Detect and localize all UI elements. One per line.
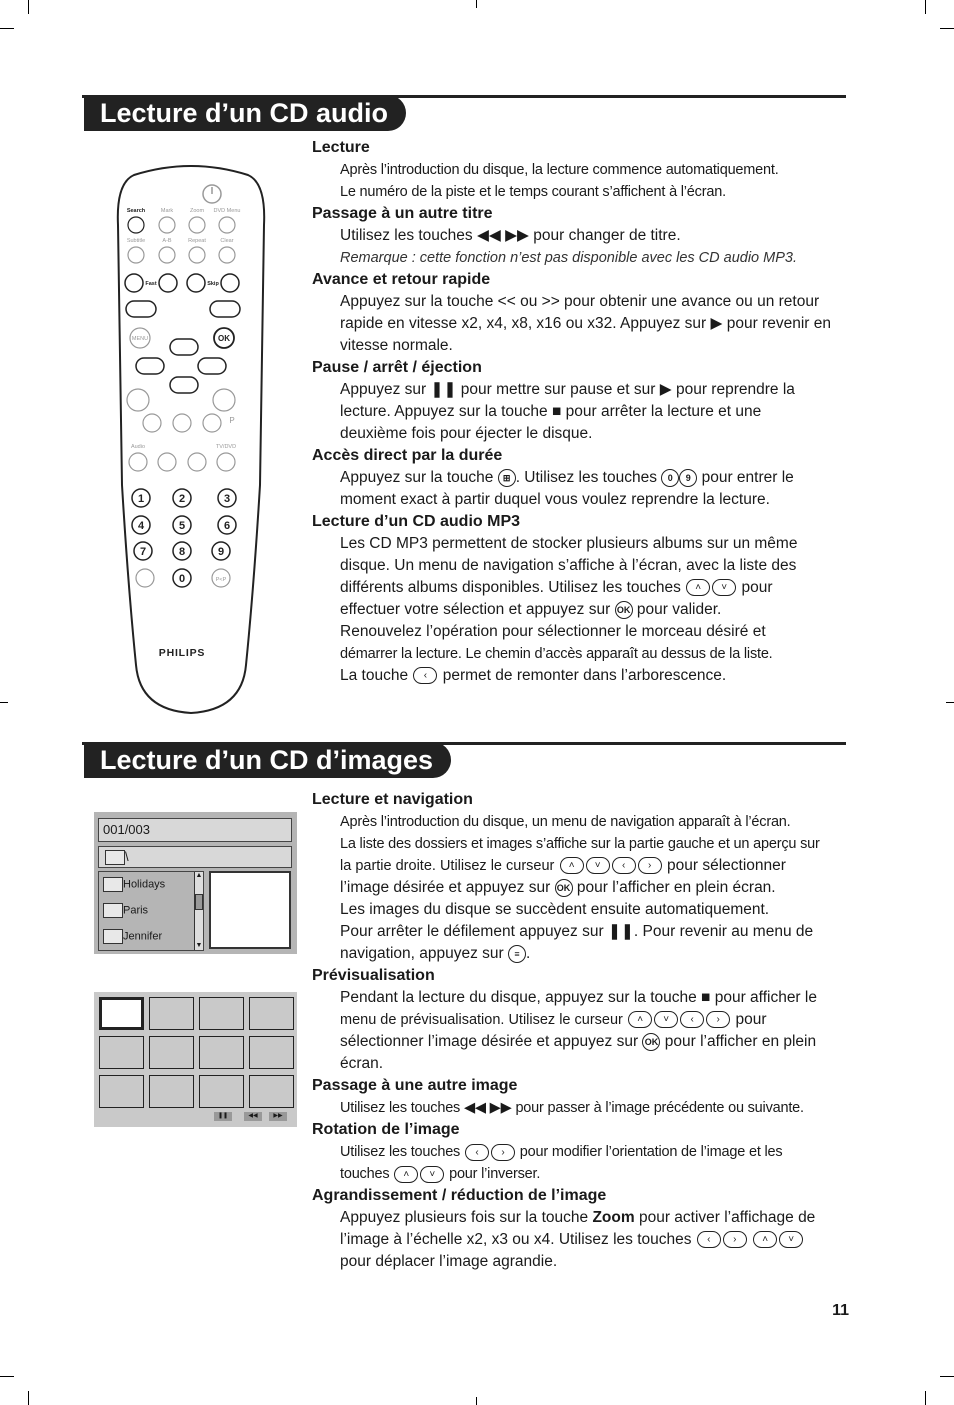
paragraph: pour déplacer l’image agrandie. — [340, 1253, 558, 1270]
svg-text:PHILIPS: PHILIPS — [158, 647, 206, 659]
text: touches — [340, 1166, 390, 1182]
svg-text:9: 9 — [217, 546, 225, 558]
svg-text:Repeat: Repeat — [188, 238, 206, 244]
paragraph: Appuyez sur ❚❚ pour mettre sur pause et sur ▶ pour reprendre la — [340, 381, 795, 398]
navigation-menu-illustration — [94, 812, 297, 954]
thumbnail[interactable] — [149, 1036, 194, 1069]
zoom-key-label: Zoom — [592, 1209, 635, 1226]
up-key-icon: ˄ — [560, 857, 584, 874]
paragraph: Après l’introduction du disque, la lecture commence automatiquement. — [340, 162, 779, 178]
svg-text:Search: Search — [126, 208, 146, 214]
heading-mp3: Lecture d’un CD audio MP3 — [312, 513, 521, 530]
folder-icon — [103, 929, 123, 944]
text: pour passer à l’image précédente ou suivante. — [515, 1100, 804, 1116]
up-key-icon: ˄ — [686, 579, 710, 596]
text: permet de remonter dans l’arborescence. — [442, 667, 727, 684]
text: pour sélectionner — [667, 857, 786, 874]
rewind-icon: ◀◀ — [244, 1112, 262, 1121]
svg-text:8: 8 — [178, 546, 186, 558]
paragraph: disque. Un menu de navigation s’affiche à l’écran, avec la liste des — [340, 557, 797, 574]
heading-autre-image: Passage à une autre image — [312, 1077, 518, 1094]
folder-icon — [105, 850, 125, 865]
svg-text:Subtitle: Subtitle — [126, 238, 146, 244]
svg-text:TV/DVD: TV/DVD — [215, 444, 237, 450]
svg-text:MENU: MENU — [131, 336, 149, 342]
svg-text:7: 7 — [139, 546, 147, 558]
counter-box — [98, 818, 292, 842]
prev-next-icon: ◀◀ ▶▶ — [476, 227, 529, 244]
svg-text:P<P: P<P — [215, 577, 227, 583]
up-key-icon: ˄ — [394, 1166, 418, 1183]
prev-next-icon: ◀◀ ▶▶ — [463, 1100, 512, 1116]
text: pour activer l’affichage de — [638, 1209, 816, 1226]
right-key-icon: › — [638, 857, 662, 874]
images-text-column — [312, 789, 857, 1273]
svg-text:2: 2 — [178, 493, 186, 505]
left-key-icon: ‹ — [612, 857, 636, 874]
svg-text:5: 5 — [178, 520, 186, 532]
svg-text:Mark: Mark — [160, 208, 174, 214]
heading-pause: Pause / arrêt / éjection — [312, 359, 482, 376]
ok-key-icon: OK — [555, 879, 573, 897]
preview-pane — [209, 871, 291, 949]
paragraph: La liste des dossiers et images s’affiche sur la partie gauche et un aperçu sur — [340, 836, 820, 852]
path-box — [98, 846, 292, 868]
thumbnail[interactable] — [249, 997, 294, 1030]
thumbnail[interactable] — [149, 997, 194, 1030]
svg-text:DVD Menu: DVD Menu — [213, 208, 241, 214]
crop-mark — [0, 1376, 14, 1377]
text: pour changer de titre. — [533, 227, 681, 244]
paragraph: écran. — [340, 1055, 384, 1072]
thumbnail[interactable] — [249, 1075, 294, 1108]
heading-rotation: Rotation de l’image — [312, 1121, 460, 1138]
text: pour l’afficher en plein écran. — [576, 879, 776, 896]
counter: 001/003 — [103, 822, 150, 837]
down-key-icon: ˅ — [779, 1231, 803, 1248]
svg-text:Zoom: Zoom — [189, 208, 205, 214]
text: Appuyez plusieurs fois sur la touche — [340, 1209, 589, 1226]
crop-mark — [946, 702, 954, 703]
crop-mark — [940, 1376, 954, 1377]
text: pour modifier l’orientation de l’image et les — [519, 1144, 783, 1160]
section-title-images: Lecture d’un CD d’images — [84, 742, 451, 778]
thumbnail[interactable] — [199, 1075, 244, 1108]
paragraph: Les images du disque se succèdent ensuite automatiquement. — [340, 901, 770, 918]
svg-text:P: P — [229, 416, 235, 425]
folder-name: Paris — [123, 904, 149, 917]
text: pour — [735, 1011, 767, 1028]
section-title-audio: Lecture d’un CD audio — [84, 95, 406, 131]
paragraph — [312, 1009, 857, 1031]
paragraph: Renouvelez l’opération pour sélectionner le morceau désiré et — [340, 623, 766, 640]
thumbnail[interactable] — [199, 1036, 244, 1069]
page-number: 11 — [832, 1302, 849, 1319]
heading-previsualisation: Prévisualisation — [312, 967, 435, 984]
crop-mark — [0, 702, 8, 703]
paragraph: Le numéro de la piste et le temps courant s’affichent à l’écran. — [340, 184, 726, 200]
note: Remarque : cette fonction n’est pas disponible avec les CD audio MP3. — [340, 250, 797, 266]
left-key-icon: ‹ — [465, 1144, 489, 1161]
paragraph — [312, 1141, 857, 1163]
paragraph — [312, 1207, 857, 1229]
paragraph — [312, 1031, 857, 1053]
forward-icon: ▶▶ — [269, 1112, 287, 1121]
paragraph — [312, 577, 857, 599]
svg-text:4: 4 — [137, 520, 145, 532]
crop-mark — [925, 1391, 926, 1405]
list-item[interactable] — [103, 929, 162, 944]
heading-avance: Avance et retour rapide — [312, 271, 491, 288]
scrollbar[interactable] — [194, 872, 203, 950]
scroll-up-icon: ▲ — [195, 872, 203, 879]
paragraph — [312, 1229, 857, 1251]
paragraph: Pour arrêter le défilement appuyez sur ❚❚. Pour revenir au menu de — [340, 923, 814, 940]
folder-icon — [103, 877, 123, 892]
left-key-icon: ‹ — [697, 1231, 721, 1248]
crop-mark — [940, 28, 954, 29]
paragraph — [312, 1097, 857, 1119]
scroll-thumb[interactable] — [195, 894, 203, 910]
paragraph: deuxième fois pour éjecter le disque. — [340, 425, 593, 442]
heading-acces: Accès direct par la durée — [312, 447, 503, 464]
heading-lecture: Lecture — [312, 139, 370, 156]
paragraph: Les CD MP3 permettent de stocker plusieurs albums sur un même — [340, 535, 798, 552]
ok-key-icon: OK — [642, 1033, 660, 1051]
crop-mark — [925, 0, 926, 14]
folder-list — [98, 871, 204, 951]
preview-grid-illustration — [94, 992, 297, 1127]
paragraph: Appuyez sur la touche << ou >> pour obtenir une avance ou un retour — [340, 293, 820, 310]
svg-text:OK: OK — [218, 334, 230, 343]
heading-zoom: Agrandissement / réduction de l’image — [312, 1187, 607, 1204]
paragraph — [312, 599, 857, 621]
svg-text:3: 3 — [223, 493, 231, 505]
digit-nine-icon: 9 — [679, 469, 697, 487]
paragraph — [312, 877, 857, 899]
svg-text:Skip: Skip — [207, 281, 219, 287]
text: la partie droite. Utilisez le curseur — [340, 858, 555, 874]
paragraph — [312, 665, 857, 687]
thumbnail[interactable] — [199, 997, 244, 1030]
crop-mark — [28, 1391, 29, 1405]
left-key-icon: ‹ — [413, 667, 437, 684]
thumbnail[interactable] — [249, 1036, 294, 1069]
paragraph: rapide en vitesse x2, x4, x8, x16 ou x32. Appuyez sur ▶ pour revenir en — [340, 315, 831, 332]
text: Utilisez les touches — [340, 1144, 461, 1160]
text: La touche — [340, 667, 409, 684]
up-key-icon: ˄ — [628, 1011, 652, 1028]
crop-mark — [0, 28, 14, 29]
paragraph: Pendant la lecture du disque, appuyez sur la touche ■ pour afficher le — [340, 989, 817, 1006]
left-key-icon: ‹ — [680, 1011, 704, 1028]
folder-name: Jennifer — [123, 930, 163, 943]
svg-text:Audio: Audio — [130, 444, 146, 450]
audio-text-column — [312, 137, 857, 687]
list-item[interactable] — [103, 903, 148, 918]
svg-text:Fast: Fast — [145, 281, 157, 287]
down-key-icon: ˅ — [420, 1166, 444, 1183]
heading-navigation: Lecture et navigation — [312, 791, 473, 808]
text: l’image à l’échelle x2, x3 ou x4. Utilisez les touches — [340, 1231, 692, 1248]
up-key-icon: ˄ — [753, 1231, 777, 1248]
thumbnail[interactable] — [149, 1075, 194, 1108]
scroll-down-icon: ▼ — [195, 942, 203, 949]
thumbnail[interactable] — [99, 1075, 144, 1108]
paragraph — [312, 943, 857, 965]
svg-text:A-B: A-B — [162, 238, 172, 244]
down-key-icon: ˅ — [654, 1011, 678, 1028]
text: pour l’inverser. — [449, 1166, 541, 1182]
down-key-icon: ˅ — [712, 579, 736, 596]
text: l’image désirée et appuyez sur — [340, 879, 551, 896]
thumbnail[interactable] — [99, 1036, 144, 1069]
paragraph — [312, 467, 857, 489]
path: \ — [125, 849, 129, 864]
paragraph — [312, 225, 857, 247]
crop-mark — [476, 0, 477, 8]
list-item[interactable] — [103, 877, 165, 892]
svg-text:6: 6 — [223, 520, 231, 532]
heading-passage-titre: Passage à un autre titre — [312, 205, 493, 222]
remote-control-illustration — [114, 165, 268, 715]
svg-text:1: 1 — [137, 493, 145, 505]
text: Utilisez les touches — [340, 227, 473, 244]
paragraph: vitesse normale. — [340, 337, 453, 354]
crop-mark — [476, 1397, 477, 1405]
right-key-icon: › — [723, 1231, 747, 1248]
text: . Utilisez les touches — [515, 469, 657, 486]
folder-name: Holidays — [123, 878, 166, 891]
search-key-icon: ⊞ — [498, 469, 516, 487]
down-key-icon: ˅ — [586, 857, 610, 874]
text: navigation, appuyez sur — [340, 945, 504, 962]
paragraph: Après l’introduction du disque, un menu de navigation apparaît à l’écran. — [340, 814, 791, 830]
thumbnail-selected[interactable] — [99, 997, 144, 1030]
svg-text:0: 0 — [178, 573, 186, 585]
svg-text:Clear: Clear — [220, 238, 234, 244]
paragraph — [312, 1163, 857, 1185]
paragraph — [312, 855, 857, 877]
ok-key-icon: OK — [615, 601, 633, 619]
text: menu de prévisualisation. Utilisez le curseur — [340, 1012, 623, 1028]
text: pour valider. — [636, 601, 722, 618]
text: différents albums disponibles. Utilisez les touches — [340, 579, 681, 596]
pause-icon: ❚❚ — [214, 1112, 232, 1121]
text: pour — [741, 579, 773, 596]
right-key-icon: › — [706, 1011, 730, 1028]
paragraph: moment exact à partir duquel vous voulez reprendre la lecture. — [340, 491, 770, 508]
text: pour entrer le — [701, 469, 794, 486]
text: Appuyez sur la touche — [340, 469, 494, 486]
digit-zero-icon: 0 — [661, 469, 679, 487]
text: effectuer votre sélection et appuyez sur — [340, 601, 611, 618]
text: sélectionner l’image désirée et appuyez sur — [340, 1033, 639, 1050]
folder-icon — [103, 903, 123, 918]
text: Utilisez les touches — [340, 1100, 461, 1116]
paragraph: démarrer la lecture. Le chemin d’accès apparaît au dessus de la liste. — [340, 646, 773, 662]
text: pour l’afficher en plein — [664, 1033, 817, 1050]
paragraph: lecture. Appuyez sur la touche ■ pour arrêter la lecture et une — [340, 403, 762, 420]
crop-mark — [28, 0, 29, 14]
right-key-icon: › — [491, 1144, 515, 1161]
menu-key-icon: ≡ — [508, 945, 526, 963]
text: . — [526, 945, 531, 962]
